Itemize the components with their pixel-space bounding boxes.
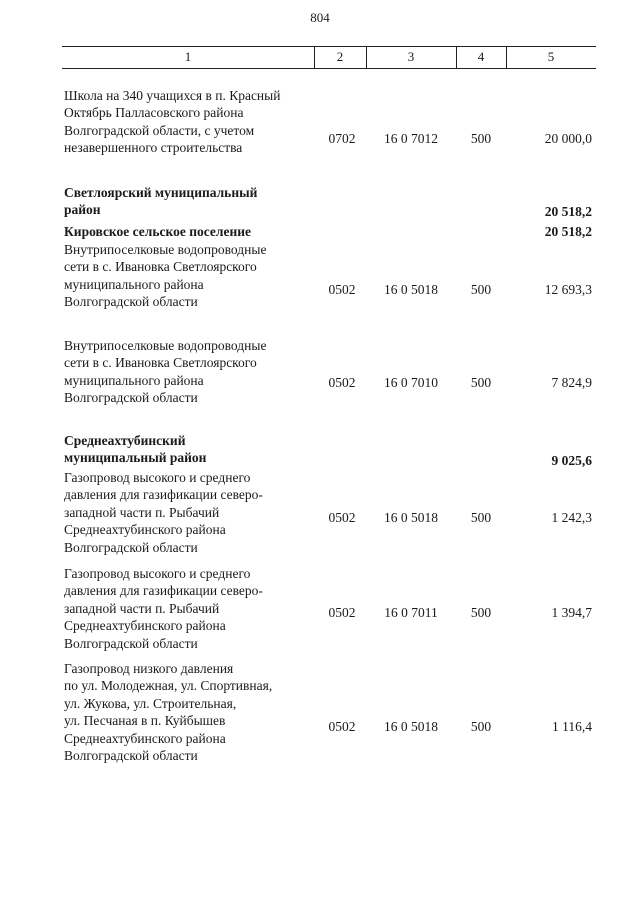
- header-top-rule: [62, 46, 596, 47]
- row-target: 16 0 5018: [384, 719, 438, 734]
- row-amount: 1 242,3: [551, 510, 592, 525]
- row-amount: 20 518,2: [544, 204, 592, 219]
- header-col-4: 4: [477, 49, 485, 64]
- row-amount: 12 693,3: [544, 282, 592, 297]
- row-target: 16 0 7012: [384, 131, 438, 146]
- row-type: 500: [470, 510, 492, 525]
- row-name: Внутрипоселковые водопроводные сети в с. Ивановка Светлоярского муниципального района Волгоградской области: [64, 242, 267, 310]
- row-type: 500: [470, 131, 492, 146]
- header-col-1: 1: [184, 49, 192, 64]
- row-code: 0502: [328, 282, 356, 297]
- row-code: 0702: [328, 131, 356, 146]
- row-target: 16 0 7011: [384, 605, 438, 620]
- row-name: Газопровод высокого и среднего давления для газификации северо- западной части п. Рыбачий Среднеахтубинского района Волгоградской области: [64, 566, 263, 651]
- row-code: 0502: [328, 719, 356, 734]
- header-col-2: 2: [336, 49, 344, 64]
- row-name: Внутрипоселковые водопроводные сети в с. Ивановка Светлоярского муниципального района Волгоградской области: [64, 338, 267, 406]
- header-col-3: 3: [407, 49, 415, 64]
- row-type: 500: [470, 375, 492, 390]
- row-target: 16 0 5018: [384, 282, 438, 297]
- row-amount: 20 518,2: [544, 224, 592, 239]
- row-target: 16 0 5018: [384, 510, 438, 525]
- row-name: Среднеахтубинский муниципальный район: [64, 433, 207, 466]
- header-bottom-rule: [62, 68, 596, 69]
- row-name: Газопровод высокого и среднего давления для газификации северо- западной части п. Рыбачий Среднеахтубинского района Волгоградской области: [64, 470, 263, 555]
- row-target: 16 0 7010: [384, 375, 438, 390]
- row-code: 0502: [328, 605, 356, 620]
- row-amount: 7 824,9: [551, 375, 592, 390]
- row-amount: 20 000,0: [544, 131, 592, 146]
- row-code: 0502: [328, 375, 356, 390]
- row-amount: 9 025,6: [551, 453, 592, 468]
- row-name: Светлоярский муниципальный район: [64, 185, 258, 218]
- row-name: Школа на 340 учащихся в п. Красный Октябрь Палласовского района Волгоградской области, с учетом незавершенного строительства: [64, 88, 281, 156]
- row-code: 0502: [328, 510, 356, 525]
- row-type: 500: [470, 719, 492, 734]
- row-amount: 1 116,4: [552, 719, 592, 734]
- row-name: Кировское сельское поселение: [64, 224, 252, 239]
- row-type: 500: [470, 605, 492, 620]
- row-name: Газопровод низкого давления по ул. Молодежная, ул. Спортивная, ул. Жукова, ул. Строительная, ул. Песчаная в п. Куйбышев Среднеахтубинского района Волгоградской области: [64, 661, 273, 764]
- row-type: 500: [470, 282, 492, 297]
- row-amount: 1 394,7: [551, 605, 592, 620]
- header-col-5: 5: [547, 49, 555, 64]
- page-number: 804: [310, 10, 330, 25]
